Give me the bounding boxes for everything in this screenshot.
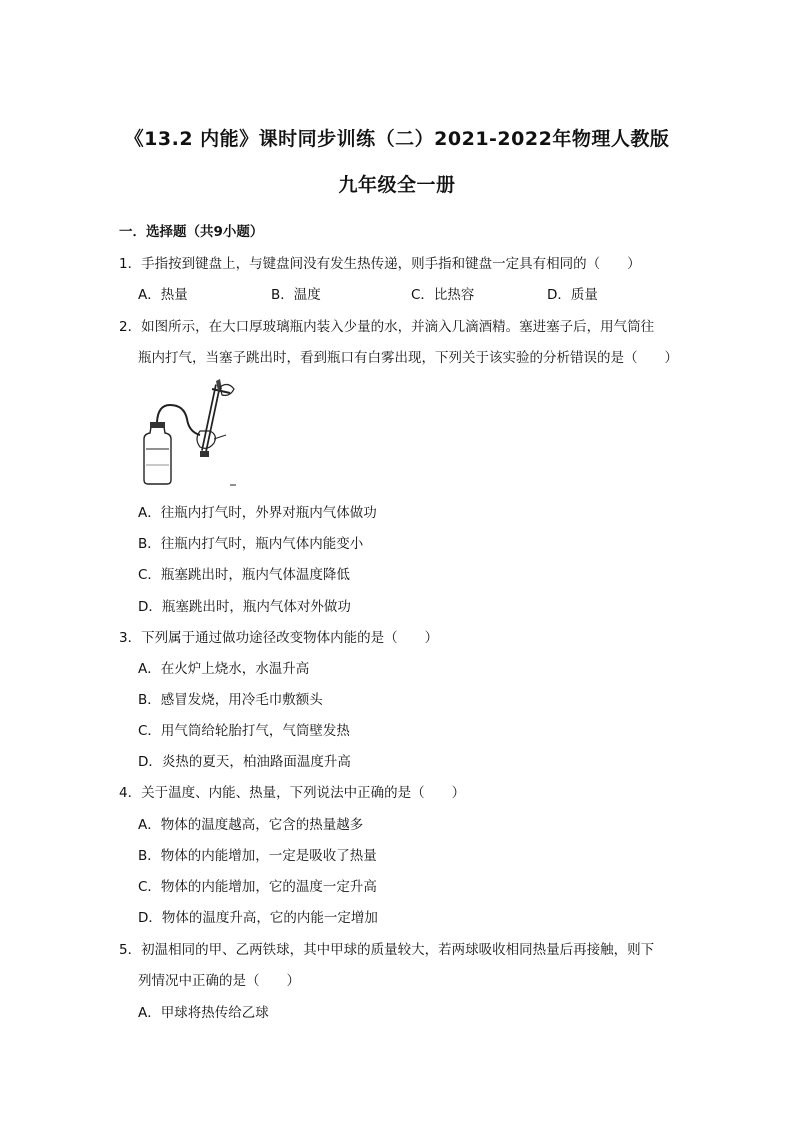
question-2-option-d: D．瓶塞跳出时，瓶内气体对外做功 bbox=[138, 599, 351, 615]
question-5-stem-line-2: 列情况中正确的是（ ） bbox=[138, 973, 300, 989]
option-b: B．温度 bbox=[271, 287, 321, 303]
question-4-option-d: D．物体的温度升高，它的内能一定增加 bbox=[138, 910, 378, 926]
option-a: A．热量 bbox=[138, 287, 188, 303]
question-3-option-a: A．在火炉上烧水，水温升高 bbox=[138, 661, 310, 677]
question-2-option-b: B．往瓶内打气时，瓶内气体内能变小 bbox=[138, 536, 364, 552]
question-5-option-a: A．甲球将热传给乙球 bbox=[138, 1005, 269, 1021]
question-2-stem-line-1: 2．如图所示，在大口厚玻璃瓶内装入少量的水，并滴入几滴酒精。塞进塞子后，用气筒往 bbox=[119, 319, 655, 335]
option-d: D．质量 bbox=[547, 287, 598, 303]
question-1-stem: 1．手指按到键盘上，与键盘间没有发生热传递，则手指和键盘一定具有相同的（ ） bbox=[119, 256, 641, 272]
question-4-option-c: C．物体的内能增加，它的温度一定升高 bbox=[138, 879, 377, 895]
question-3-option-d: D．炎热的夏天，柏油路面温度升高 bbox=[138, 754, 351, 770]
question-4-stem: 4．关于温度、内能、热量，下列说法中正确的是（ ） bbox=[119, 785, 466, 801]
question-2-option-a: A．往瓶内打气时，外界对瓶内气体做功 bbox=[138, 505, 377, 521]
option-c: C．比热容 bbox=[411, 287, 475, 303]
section-heading: 一．选择题（共9小题） bbox=[119, 224, 264, 240]
question-5-stem-line-1: 5．初温相同的甲、乙两铁球，其中甲球的质量较大，若两球吸收相同热量后再接触，则下 bbox=[119, 942, 655, 958]
question-3-option-b: B．感冒发烧，用冷毛巾敷额头 bbox=[138, 692, 323, 708]
question-4-option-a: A．物体的温度越高，它含的热量越多 bbox=[138, 817, 364, 833]
bottle-pump-illustration bbox=[134, 377, 244, 489]
page-title-line-1: 《13.2 内能》课时同步训练（二）2021-2022年物理人教版 bbox=[124, 128, 670, 150]
question-2-option-c: C．瓶塞跳出时，瓶内气体温度降低 bbox=[138, 567, 350, 583]
question-2-stem-line-2: 瓶内打气，当塞子跳出时，看到瓶口有白雾出现，下列关于该实验的分析错误的是（ ） bbox=[138, 350, 678, 366]
question-3-option-c: C．用气筒给轮胎打气，气筒壁发热 bbox=[138, 723, 350, 739]
page-title-line-2: 九年级全一册 bbox=[338, 174, 456, 196]
bottle-pump-figure bbox=[134, 377, 244, 489]
question-4-option-b: B．物体的内能增加，一定是吸收了热量 bbox=[138, 848, 377, 864]
question-3-stem: 3．下列属于通过做功途径改变物体内能的是（ ） bbox=[119, 630, 439, 646]
